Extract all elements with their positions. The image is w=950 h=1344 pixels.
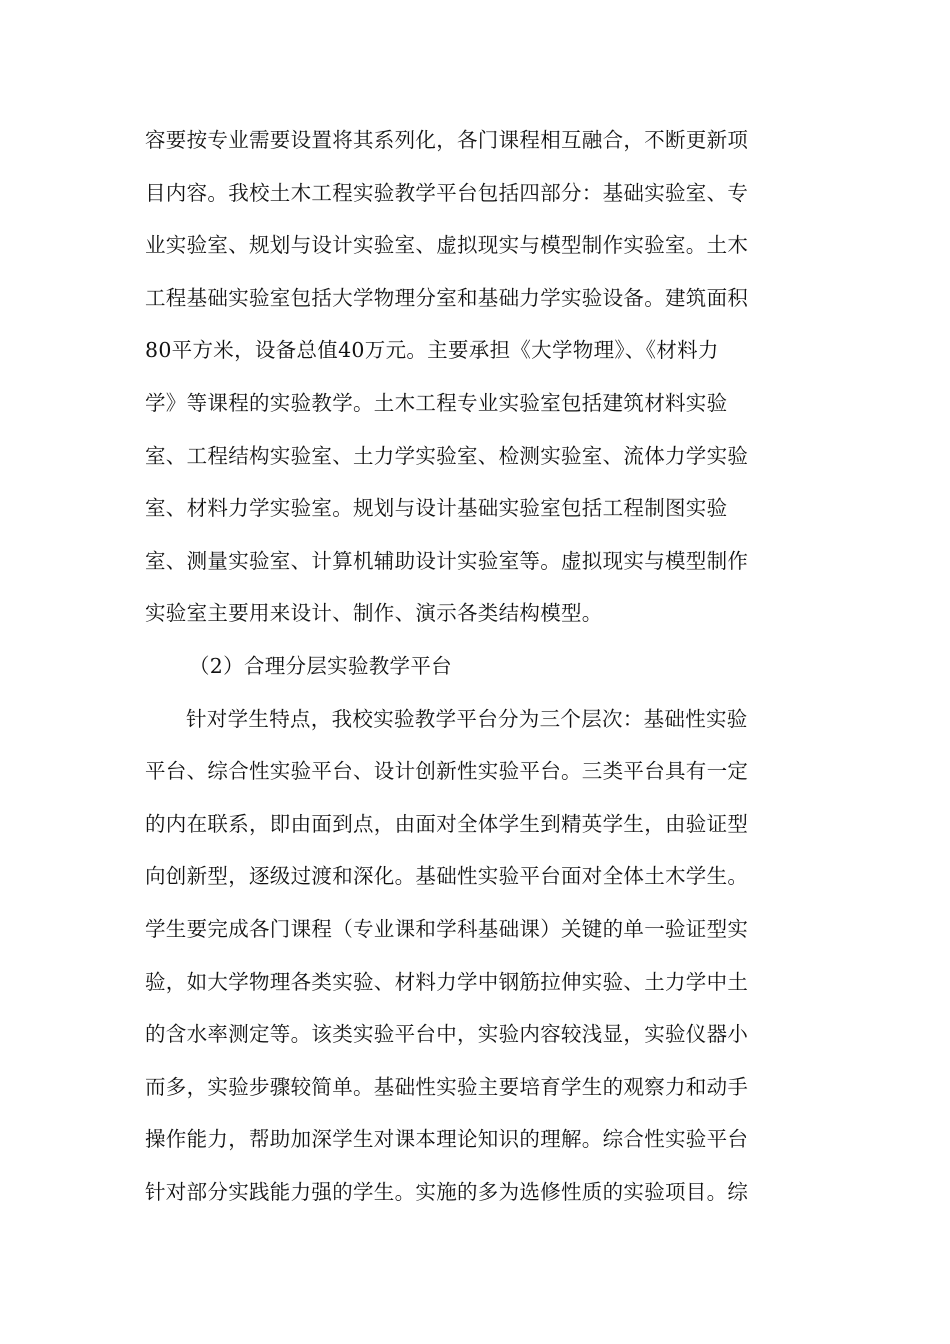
section-heading: （2）合理分层实验教学平台 <box>189 653 452 678</box>
body-text <box>145 114 805 1218</box>
text-line: 的内在联系，即由面到点，由面对全体学生到精英学生，由验证型 <box>145 811 749 836</box>
text-line: 验，如大学物理各类实验、材料力学中钢筋拉伸实验、土力学中土 <box>145 969 749 994</box>
text-line: 室、工程结构实验室、土力学实验室、检测实验室、流体力学实验 <box>145 443 749 468</box>
text-line: 室、测量实验室、计算机辅助设计实验室等。虚拟现实与模型制作 <box>145 548 749 573</box>
text-line: 目内容。我校土木工程实验教学平台包括四部分：基础实验室、专 <box>145 180 749 205</box>
text-line: 的含水率测定等。该类实验平台中，实验内容较浅显，实验仪器小 <box>145 1022 749 1047</box>
text-line: 80平方米，设备总值40万元。主要承担《大学物理》、《材料力 <box>145 338 719 363</box>
text-line: 操作能力，帮助加深学生对课本理论知识的理解。综合性实验平台 <box>145 1127 749 1152</box>
text-line: 业实验室、规划与设计实验室、虚拟现实与模型制作实验室。土木 <box>145 233 749 258</box>
text-line: 平台、综合性实验平台、设计创新性实验平台。三类平台具有一定 <box>145 759 749 784</box>
text-line: 工程基础实验室包括大学物理分室和基础力学实验设备。建筑面积 <box>145 285 749 310</box>
text-line: 向创新型，逐级过渡和深化。基础性实验平台面对全体土木学生。 <box>145 864 749 889</box>
text-line: 室、材料力学实验室。规划与设计基础实验室包括工程制图实验 <box>145 496 728 521</box>
text-line: 实验室主要用来设计、制作、演示各类结构模型。 <box>145 601 603 626</box>
text-line: 学生要完成各门课程（专业课和学科基础课）关键的单一验证型实 <box>145 916 749 941</box>
text-line: 容要按专业需要设置将其系列化，各门课程相互融合，不断更新项 <box>145 128 749 152</box>
text-line: 而多，实验步骤较简单。基础性实验主要培育学生的观察力和动手 <box>145 1074 749 1099</box>
paragraph-first-line: 针对学生特点，我校实验教学平台分为三个层次：基础性实验 <box>186 706 748 731</box>
text-line: 学》等课程的实验教学。土木工程专业实验室包括建筑材料实验 <box>145 390 728 415</box>
text-line: 针对部分实践能力强的学生。实施的多为选修性质的实验项目。综 <box>145 1179 749 1204</box>
